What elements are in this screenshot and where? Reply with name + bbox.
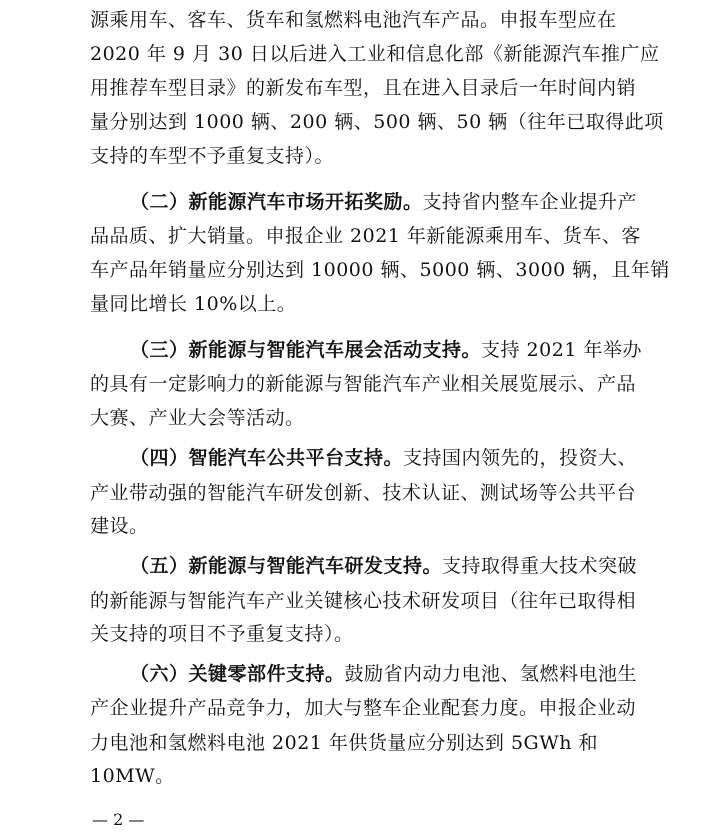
text-line: 用推荐车型目录》的新发布车型，且在进入目录后一年时间内销 (90, 77, 637, 99)
section-heading: （二）新能源汽车市场开拓奖励。 (130, 191, 423, 213)
text-run: 支持省内整车企业提升产 (422, 191, 638, 213)
text-line: 产业带动强的智能汽车研发创新、技术认证、测试场等公共平台 (90, 482, 637, 504)
text-line: 品品质、扩大销量。申报企业 2021 年新能源乘用车、货车、客 (90, 225, 641, 247)
text-run: 支持 2021 年举办 (481, 339, 642, 361)
text-run: 支持取得重大技术突破 (442, 555, 638, 577)
text-line: 产企业提升产品竞争力，加大与整车企业配套力度。申报企业动 (90, 697, 637, 719)
section-heading: （三）新能源与智能汽车展会活动支持。 (130, 339, 482, 361)
text-line: 2020 年 9 月 30 日以后进入工业和信息化部《新能源汽车推广应 (90, 43, 660, 65)
section-heading: （五）新能源与智能汽车研发支持。 (130, 555, 443, 577)
page-number: — 2 — (92, 810, 145, 829)
section-heading: （四）智能汽车公共平台支持。 (130, 447, 404, 469)
section-heading: （六）关键零部件支持。 (130, 663, 345, 685)
paragraph-first-line (90, 186, 637, 218)
text-run: 鼓励省内动力电池、氢燃料电池生 (344, 663, 638, 685)
text-line: 的具有一定影响力的新能源与智能汽车产业相关展览展示、产品 (90, 373, 637, 395)
text-run: 支持国内领先的，投资大、 (403, 447, 638, 469)
text-line: 量同比增长 10%以上。 (90, 293, 297, 315)
text-line: 建设。 (90, 515, 149, 537)
text-line: 车产品年销量应分别达到 10000 辆、5000 辆、3000 辆，且年销 (90, 259, 670, 281)
text-line: 关支持的项目不予重复支持）。 (90, 623, 354, 645)
text-line: 的新能源与智能汽车产业关键核心技术研发项目（往年已取得相 (90, 590, 637, 612)
paragraph-first-line (90, 550, 637, 582)
paragraph-first-line (90, 442, 637, 474)
text-line: 10MW。 (90, 765, 175, 787)
paragraph-first-line (90, 658, 637, 690)
text-line: 大赛、产业大会等活动。 (90, 407, 305, 429)
paragraph-first-line (90, 334, 642, 366)
text-line: 源乘用车、客车、货车和氢燃料电池汽车产品。申报车型应在 (90, 9, 617, 31)
text-line: 力电池和氢燃料电池 2021 年供货量应分别达到 5GWh 和 (90, 732, 599, 754)
text-line: 量分别达到 1000 辆、200 辆、500 辆、50 辆（往年已取得此项 (90, 111, 664, 133)
text-line: 支持的车型不予重复支持）。 (90, 145, 335, 167)
